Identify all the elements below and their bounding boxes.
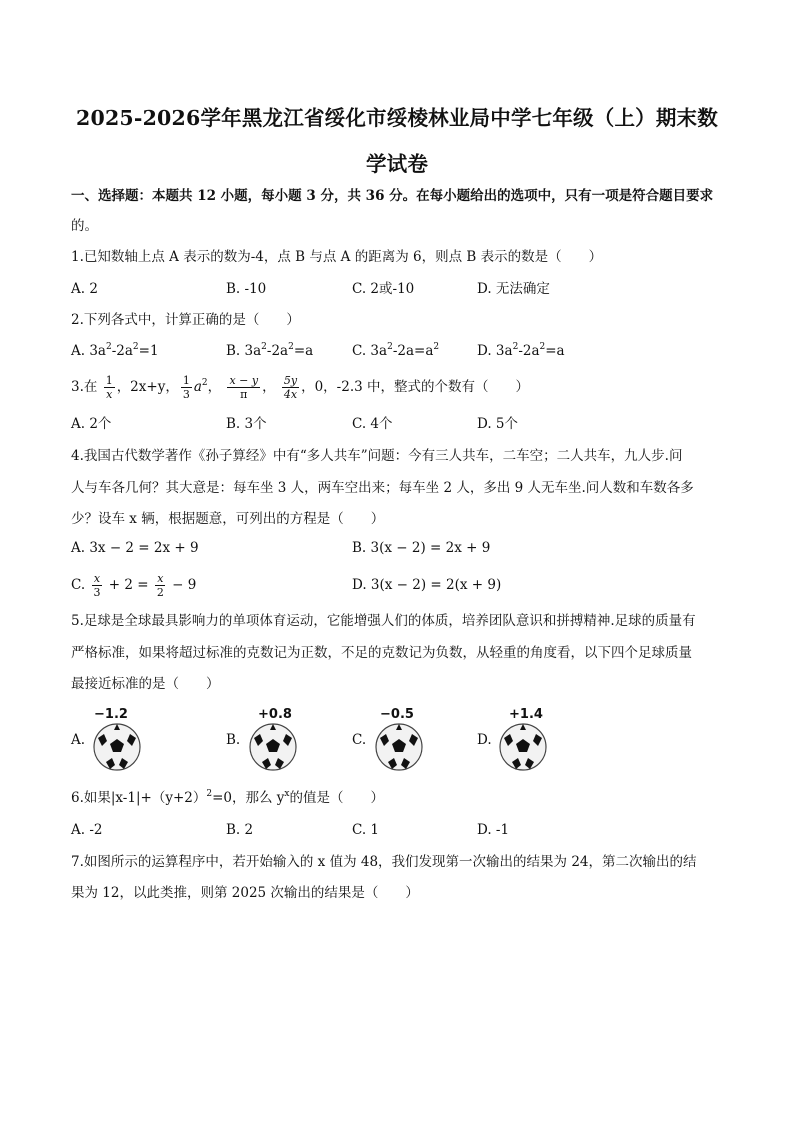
exam-title-line2: 学试卷 — [365, 152, 429, 176]
q5-option-c-value: −0.5 — [380, 707, 414, 722]
q4-stem-line1: 4.我国古代数学著作《孙子算经》中有“多人共车”问题：今有三人共车，二车空；二人共车，九人步.问 — [71, 448, 683, 464]
q4-stem-line2: 人与车各几何？其大意是：每车坐 3 人，两车空出来；每车坐 2 人，多出 9 人无车坐.问人数和车数各多 — [71, 480, 694, 496]
section-heading-line1: 一、选择题：本题共 12 小题，每小题 3 分，共 36 分。在每小题给出的选项中，只有一项是符合题目要求 — [71, 188, 714, 204]
q7-stem-line2: 果为 12，以此类推，则第 2025 次输出的结果是（ ） — [71, 885, 419, 901]
q5-option-b-value: +0.8 — [258, 707, 292, 722]
q1-option-d: D. 无法确定 — [477, 281, 550, 297]
q5-option-d-value: +1.4 — [509, 707, 543, 722]
soccer-ball-icon — [92, 722, 142, 772]
q6-option-d: D. -1 — [477, 822, 510, 838]
q4-option-d: D. 3(x − 2) = 2(x + 9) — [352, 577, 502, 593]
soccer-ball-icon — [248, 722, 298, 772]
q2-option-c: C. $3a^2-2a=a^2$ — [352, 342, 440, 359]
q4-stem-line3: 少？设车 x 辆，根据题意，可列出的方程是（ ） — [71, 511, 385, 527]
q5-stem-line1: 5.足球是全球最具影响力的单项体育运动，它能增强人们的体质，培养团队意识和拼搏精神.足球的质量有 — [71, 613, 696, 629]
q3-fraction-4: $\frac{5y}{4x}$ — [283, 374, 298, 401]
q7-stem-line1: 7.如图所示的运算程序中，若开始输入的 x 值为 48，我们发现第一次输出的结果为 24，第二次输出的结 — [71, 854, 697, 870]
q5-stem-line2: 严格标准，如果将超过标准的克数记为正数，不足的克数记为负数，从轻重的角度看，以下四个足球质量 — [71, 645, 692, 661]
q1-stem: 1.已知数轴上点 A 表示的数为-4，点 B 与点 A 的距离为 6，则点 B 表示的数是（ ） — [71, 249, 603, 265]
q4-option-c: C. $\frac{x}{3}$ + 2 = $\frac{x}{2}$ − 9 — [71, 572, 197, 599]
q2-option-a: A. $3a^2-2a^2=1$ — [71, 342, 159, 359]
q2-option-b: B. $3a^2-2a^2=a$ — [226, 342, 314, 359]
q6-option-a: A. -2 — [71, 822, 103, 838]
q4-option-a: A. 3x − 2 = 2x + 9 — [71, 540, 199, 556]
section-heading-line2: 的。 — [71, 218, 98, 234]
q1-option-b: B. -10 — [226, 281, 267, 297]
q5-option-d-letter: D. — [477, 732, 492, 748]
q3-fraction-2: $\frac{1}{3}$ — [182, 374, 190, 401]
q5-option-a-letter: A. — [71, 732, 86, 748]
q3-option-a: A. 2个 — [71, 416, 112, 432]
q5-stem-line3: 最接近标准的是（ ） — [71, 676, 220, 692]
q6-option-b: B. 2 — [226, 822, 254, 838]
q5-option-a-value: −1.2 — [94, 707, 128, 722]
soccer-ball-icon — [498, 722, 548, 772]
q6-option-c: C. 1 — [352, 822, 380, 838]
q1-option-a: A. 2 — [71, 281, 98, 297]
q5-option-b-letter: B. — [226, 732, 241, 748]
q3-fraction-1: $\frac{1}{x}$ — [105, 374, 113, 401]
soccer-ball-icon — [374, 722, 424, 772]
q6-stem: 6.如果$|x-1|+(y+2)^2=0$，那么 $y^x$的值是（ ） — [71, 789, 384, 806]
q3-option-b: B. 3个 — [226, 416, 267, 432]
q3-stem: 3.在 $\frac{1}{x}$ ，2x+y， $\frac{1}{3}$ $a^2$， $\frac{x - y}{\pi}$ ， $\frac{5y}{4x}$ ，0，-2.3 中，整式的个数有（ ） — [71, 374, 530, 401]
q2-stem: 2.下列各式中，计算正确的是（ ） — [71, 312, 300, 328]
q5-option-c-letter: C. — [352, 732, 367, 748]
q3-fraction-3: $\frac{x - y}{\pi}$ — [229, 374, 259, 401]
exam-title-line1: 2025-2026学年黑龙江省绥化市绥棱林业局中学七年级（上）期末数 — [76, 106, 718, 130]
q1-option-c: C. 2或-10 — [352, 281, 415, 297]
q3-option-d: D. 5个 — [477, 416, 519, 432]
q4-option-c-fraction-2: $\frac{x}{2}$ — [156, 572, 164, 599]
q4-option-b: B. 3(x − 2) = 2x + 9 — [352, 540, 491, 556]
q2-option-d: D. $3a^2-2a^2=a$ — [477, 342, 565, 359]
q3-option-c: C. 4个 — [352, 416, 393, 432]
q4-option-c-fraction-1: $\frac{x}{3}$ — [93, 572, 101, 599]
